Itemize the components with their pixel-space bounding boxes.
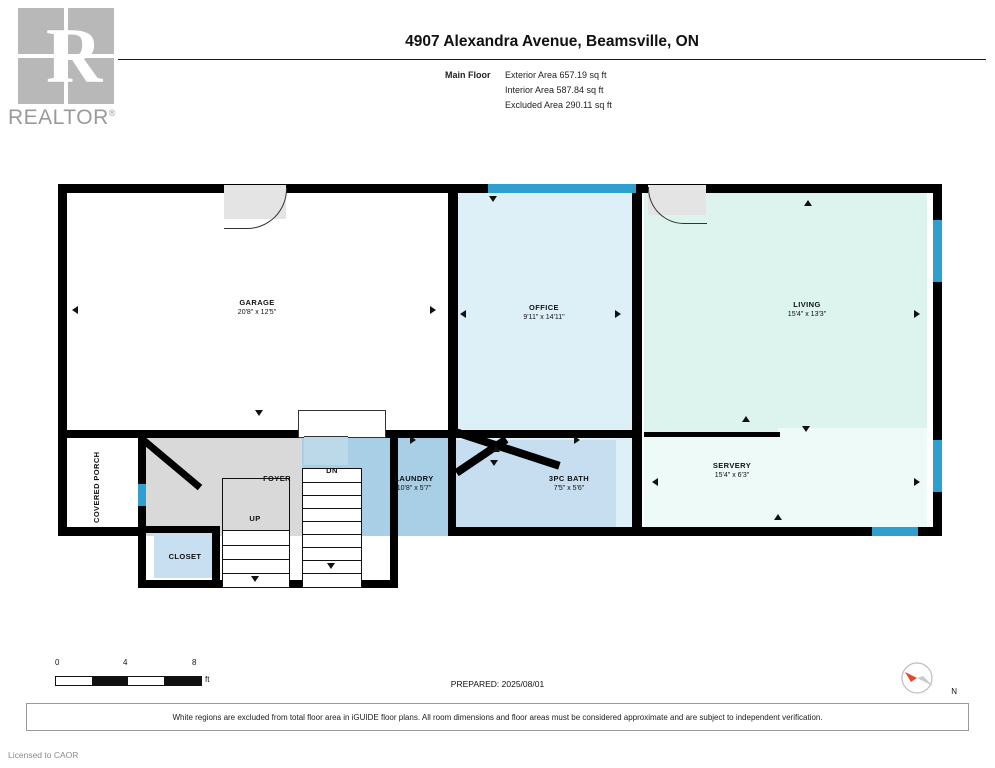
stairs-up-arrow	[251, 576, 259, 582]
room-label-bath	[514, 474, 624, 494]
room-label-office	[489, 303, 599, 323]
realtor-logo	[8, 6, 138, 136]
room-name-servery: SERVERY	[712, 461, 752, 470]
room-label-living	[752, 300, 862, 320]
annex-wall-left	[138, 430, 146, 588]
floor-label: Main Floor	[445, 70, 491, 80]
interior-wall-office-bath	[632, 430, 642, 536]
view-arrow-living-top	[804, 200, 812, 206]
room-name-closet: CLOSET	[168, 552, 202, 561]
view-arrow-servery-top	[802, 426, 810, 432]
room-dim-laundry: 10'8" x 5'7"	[396, 485, 432, 493]
view-arrow-servery-right	[914, 478, 920, 486]
view-arrow-garage-bottom	[255, 410, 263, 416]
room-label-closet	[150, 552, 220, 562]
annex-wall-closet-top	[138, 526, 220, 533]
room-name-living: LIVING	[793, 300, 821, 309]
window-living-right-upper	[933, 220, 942, 282]
view-arrow-office-left	[460, 310, 466, 318]
floor-plan	[52, 178, 947, 598]
interior-wall-office-living	[632, 184, 642, 436]
scale-tick-4: 4	[123, 658, 128, 667]
area-excluded: Excluded Area 290.11 sq ft	[505, 100, 612, 110]
view-arrow-garage-right	[430, 306, 436, 314]
realtor-logo-letter: R	[46, 12, 103, 99]
window-servery-bottom	[872, 527, 918, 536]
stairs-up-text: UP	[249, 514, 261, 523]
view-arrow-bath-left	[492, 446, 500, 452]
prepared-date: PREPARED: 2025/08/01	[450, 679, 545, 689]
room-dim-servery: 15'4" x 6'3"	[714, 472, 750, 480]
room-dim-office: 9'11" x 14'11"	[523, 314, 565, 322]
exterior-wall-bottom-main	[448, 527, 942, 536]
realtor-logo-mark	[18, 8, 114, 104]
scale-tick-8: 8	[192, 658, 197, 667]
room-name-garage: GARAGE	[239, 298, 275, 307]
view-arrow-living-right	[914, 310, 920, 318]
compass-rose	[895, 660, 957, 702]
scale-unit: ft	[205, 675, 210, 684]
view-arrow-bath-right	[574, 436, 580, 444]
view-arrow-servery-bottom	[774, 514, 782, 520]
compass-north-label: N	[951, 687, 957, 696]
room-label-laundry	[359, 474, 469, 494]
area-row	[445, 68, 865, 83]
exterior-wall-left-upper	[58, 184, 67, 436]
room-name-bath: 3PC BATH	[548, 474, 590, 483]
scale-tick-0: 0	[55, 658, 60, 667]
view-arrow-living-bottom	[742, 416, 750, 422]
exterior-wall-garage-bottom	[58, 430, 458, 438]
area-summary	[445, 68, 865, 113]
area-row	[445, 98, 865, 113]
room-name-foyer: FOYER	[263, 474, 291, 483]
area-interior: Interior Area 587.84 sq ft	[505, 85, 604, 95]
title-divider	[118, 59, 986, 60]
window-office-top	[488, 184, 636, 193]
compass-icon	[895, 660, 957, 702]
room-dim-garage: 20'8" x 12'5"	[237, 309, 277, 317]
exterior-wall-left-lower	[58, 430, 67, 536]
disclaimer-text: White regions are excluded from total floor area in iGUIDE floor plans. All room dimensions and floor areas must be considered approximate and are subject to independent verification.	[172, 712, 823, 722]
stairs-down-arrow	[327, 563, 335, 569]
room-dim-bath: 7'5" x 5'6"	[553, 485, 585, 493]
door-laundry-swing	[304, 436, 348, 465]
view-arrow-garage-left	[72, 306, 78, 314]
room-label-covered-porch	[92, 446, 101, 528]
annex-wall-stair-right	[390, 436, 398, 588]
window-foyer-left	[138, 484, 146, 506]
room-label-servery	[677, 461, 787, 481]
stairs-down-run	[302, 468, 362, 588]
room-label-garage	[202, 298, 312, 318]
area-exterior: Exterior Area 657.19 sq ft	[505, 70, 607, 80]
exterior-wall-bottom-porch	[58, 527, 138, 536]
realtor-wordmark-text: REALTOR	[8, 106, 109, 129]
interior-wall-garage-office	[448, 184, 458, 438]
view-arrow-laundry-mid	[490, 460, 498, 466]
area-row	[445, 83, 865, 98]
stairs-dn-text: DN	[326, 466, 338, 475]
stairs-label-up	[230, 514, 280, 524]
registered-mark: ®	[108, 108, 116, 118]
stairs-label-dn	[307, 466, 357, 476]
door-garage-interior	[298, 410, 386, 438]
interior-wall-living-servery	[644, 432, 780, 437]
window-living-right-lower	[933, 440, 942, 492]
view-arrow-laundry-right	[410, 436, 416, 444]
view-arrow-office-top	[489, 196, 497, 202]
realtor-wordmark	[8, 106, 116, 130]
stairs-up-run	[222, 478, 290, 588]
room-dim-living: 15'4" x 13'3"	[787, 311, 827, 319]
view-arrow-servery-left	[652, 478, 658, 486]
page-title: 4907 Alexandra Avenue, Beamsville, ON	[405, 33, 699, 50]
room-name-covered-porch: COVERED PORCH	[92, 451, 101, 523]
room-name-laundry: LAUNDRY	[394, 474, 434, 483]
room-name-office: OFFICE	[529, 303, 559, 312]
licensed-text: Licensed to CAOR	[8, 750, 79, 760]
view-arrow-office-right	[615, 310, 621, 318]
